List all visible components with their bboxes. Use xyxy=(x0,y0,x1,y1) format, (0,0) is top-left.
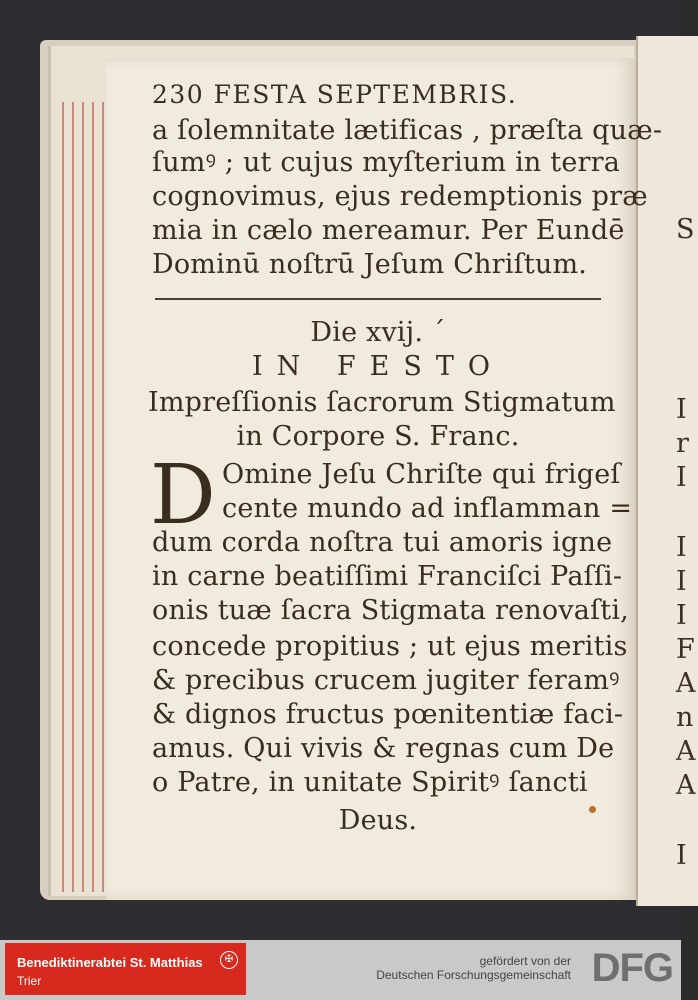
facing-page-letter: F xyxy=(676,634,695,665)
text-line: ſumꝰ ; ut cujus myſterium in terra xyxy=(152,147,621,178)
institution-badge[interactable] xyxy=(5,943,246,995)
institution-city: Trier xyxy=(17,974,42,988)
facing-page-letter: A xyxy=(676,668,696,699)
separator-rule xyxy=(155,298,601,300)
drop-cap: D xyxy=(150,448,216,543)
prayer-line: Omine Jeſu Chriſte qui frigeſ xyxy=(222,459,621,490)
facing-page-letter: r xyxy=(676,428,689,459)
institution-name: Benediktinerabtei St. Matthias xyxy=(17,955,203,970)
facing-page-letter: I xyxy=(676,532,687,563)
facing-page-letter: A xyxy=(676,736,696,767)
red-rule xyxy=(102,102,104,892)
funder-credit xyxy=(376,954,571,982)
prayer-line: & dignos fructus pœnitentiæ faci- xyxy=(152,699,624,730)
prayer-line: onis tuæ ſacra Stigmata renovaſti, xyxy=(152,595,629,626)
facing-page-letter: A xyxy=(676,770,696,801)
ink-spot xyxy=(589,806,596,813)
feast-subtitle: Impreſſionis ſacrorum Stigmatum xyxy=(148,387,616,418)
facing-page-letter: n xyxy=(676,702,694,733)
running-header: 230 FESTA SEPTEMBRIS. xyxy=(152,80,518,109)
text-line: a ſolemnitate lætificas , præſta quæ- xyxy=(152,115,663,146)
text-line: Dominū noſtrū Jeſum Chriſtum. xyxy=(152,249,588,280)
text-line: cognovimus, ejus redemptionis præ xyxy=(152,181,648,212)
funder-line: gefördert von der xyxy=(479,954,571,968)
prayer-line: & precibus crucem jugiter feramꝰ xyxy=(152,665,620,696)
feast-subtitle: in Corpore S. Franc. xyxy=(236,421,520,452)
prayer-line: o Patre, in unitate Spiritꝰ ſancti xyxy=(152,767,588,798)
facing-page xyxy=(636,36,698,906)
facing-page-letter: I xyxy=(676,840,687,871)
prayer-line: Deus. xyxy=(338,805,418,836)
prayer-line: dum corda noſtra tui amoris igne xyxy=(152,527,613,558)
abbey-logo-icon: ✠ xyxy=(220,951,238,969)
feast-title: IN FESTO xyxy=(252,351,504,382)
date-line: Die xvij. ´ xyxy=(310,317,446,348)
prayer-line: in carne beatiſſimi Franciſci Paſſi- xyxy=(152,561,623,592)
funder-line: Deutschen Forschungsgemeinschaft xyxy=(376,968,571,982)
red-rule xyxy=(92,102,94,892)
dfg-logo[interactable]: DFG xyxy=(591,946,673,990)
prayer-line: cente mundo ad inflamman = xyxy=(222,493,633,524)
red-rule xyxy=(72,102,74,892)
prayer-line: concede propitius ; ut ejus meritis xyxy=(152,631,628,662)
red-rule xyxy=(82,102,84,892)
footer-bar xyxy=(0,940,681,1000)
red-rule xyxy=(62,102,64,892)
facing-page-letter: I xyxy=(676,394,687,425)
facing-page-letter: S xyxy=(676,214,695,245)
facing-page-letter: I xyxy=(676,600,687,631)
facing-page-letter: I xyxy=(676,462,687,493)
facing-page-letter: I xyxy=(676,566,687,597)
prayer-line: amus. Qui vivis & regnas cum De xyxy=(152,733,615,764)
text-line: mia in cælo mereamur. Per Eundē xyxy=(152,215,625,246)
